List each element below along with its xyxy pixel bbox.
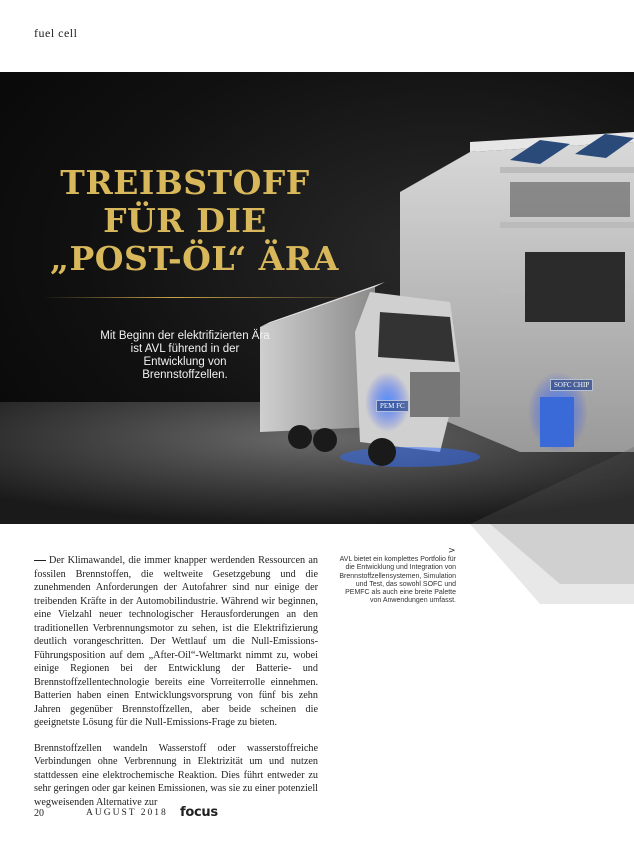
gold-divider: [42, 297, 372, 298]
issue-date: AUGUST 2018: [86, 808, 168, 818]
article-paragraph-2: Brennstoffzellen wandeln Wasserstoff oder wasserstoffreiche Verbindungen ohne Verbrennung in Elektrizität um und nutzen stattdessen eine elektrochemische Reaktion. Dies führt entweder zu sehr geringen oder gar keinen Emissionen, was sie zu einer potenziell wegweisenden Alternative zur: [34, 742, 318, 808]
truck-building-illustration: [0, 72, 634, 524]
article-body: [34, 554, 318, 821]
pem-fc-label: PEM FC: [376, 400, 409, 412]
page-number: 20: [34, 808, 44, 819]
section-label: fuel cell: [34, 26, 78, 40]
magazine-brand: focus: [180, 805, 218, 820]
image-caption: AVL bietet ein komplettes Portfolio für die Entwicklung und Integration von Brennstoffzellensystemen, Simulation und Test, das sowohl SOFC und PEMFC als auch eine breite Palette von Anwendungen umfasst.: [339, 556, 456, 605]
corner-decoration: [470, 524, 634, 604]
hero-image: [0, 72, 634, 524]
title-line-2: FÜR DIE: [103, 201, 267, 240]
sofc-chip-label: SOFC CHIP: [550, 379, 593, 391]
lead-dash: [34, 560, 46, 561]
hero-subtitle: Mit Beginn der elektrifizierten Ära ist AVL führend in der Entwicklung von Brennstoffzellen.: [100, 330, 270, 381]
title-line-1: TREIBSTOFF: [60, 163, 310, 202]
title-line-3: „POST-ÖL“ ÄRA: [50, 239, 339, 278]
page-footer: [34, 805, 634, 828]
hero-title: [50, 163, 339, 278]
caption-arrow-icon: >: [448, 546, 456, 556]
article-paragraph-1: Der Klimawandel, die immer knapper werdenden Ressourcen an fossilen Brennstoffen, die weltweite Gesetzgebung und die zunehmenden Anforderungen der Autofahrer sind nur einige der treibenden Kräfte in der Automobilindustrie. Während wir beginnen, eine Vielzahl neuer technologischer Herausforderungen an den traditionellen Verbrennungsmotor zu sehen, ist die Elektrifizierung deutlich vorangeschritten. Der Wettlauf um die Null-Emissions-Führungsposition auf dem „After-Oil“-Weltmarkt nimmt zu, wobei einige Regionen bei der Entwicklung der Batterie- und Brennstoffzellentechnologie bereits eine Vorreiterrolle einnehmen. Batterien haben einen Entwicklungsvorsprung von fünf bis zehn Jahren gegenüber Brennstoffzellen, aber beide scheinen die geeignetste Lösung für die Null-Emissions-Frage zu bieten.: [34, 555, 318, 728]
